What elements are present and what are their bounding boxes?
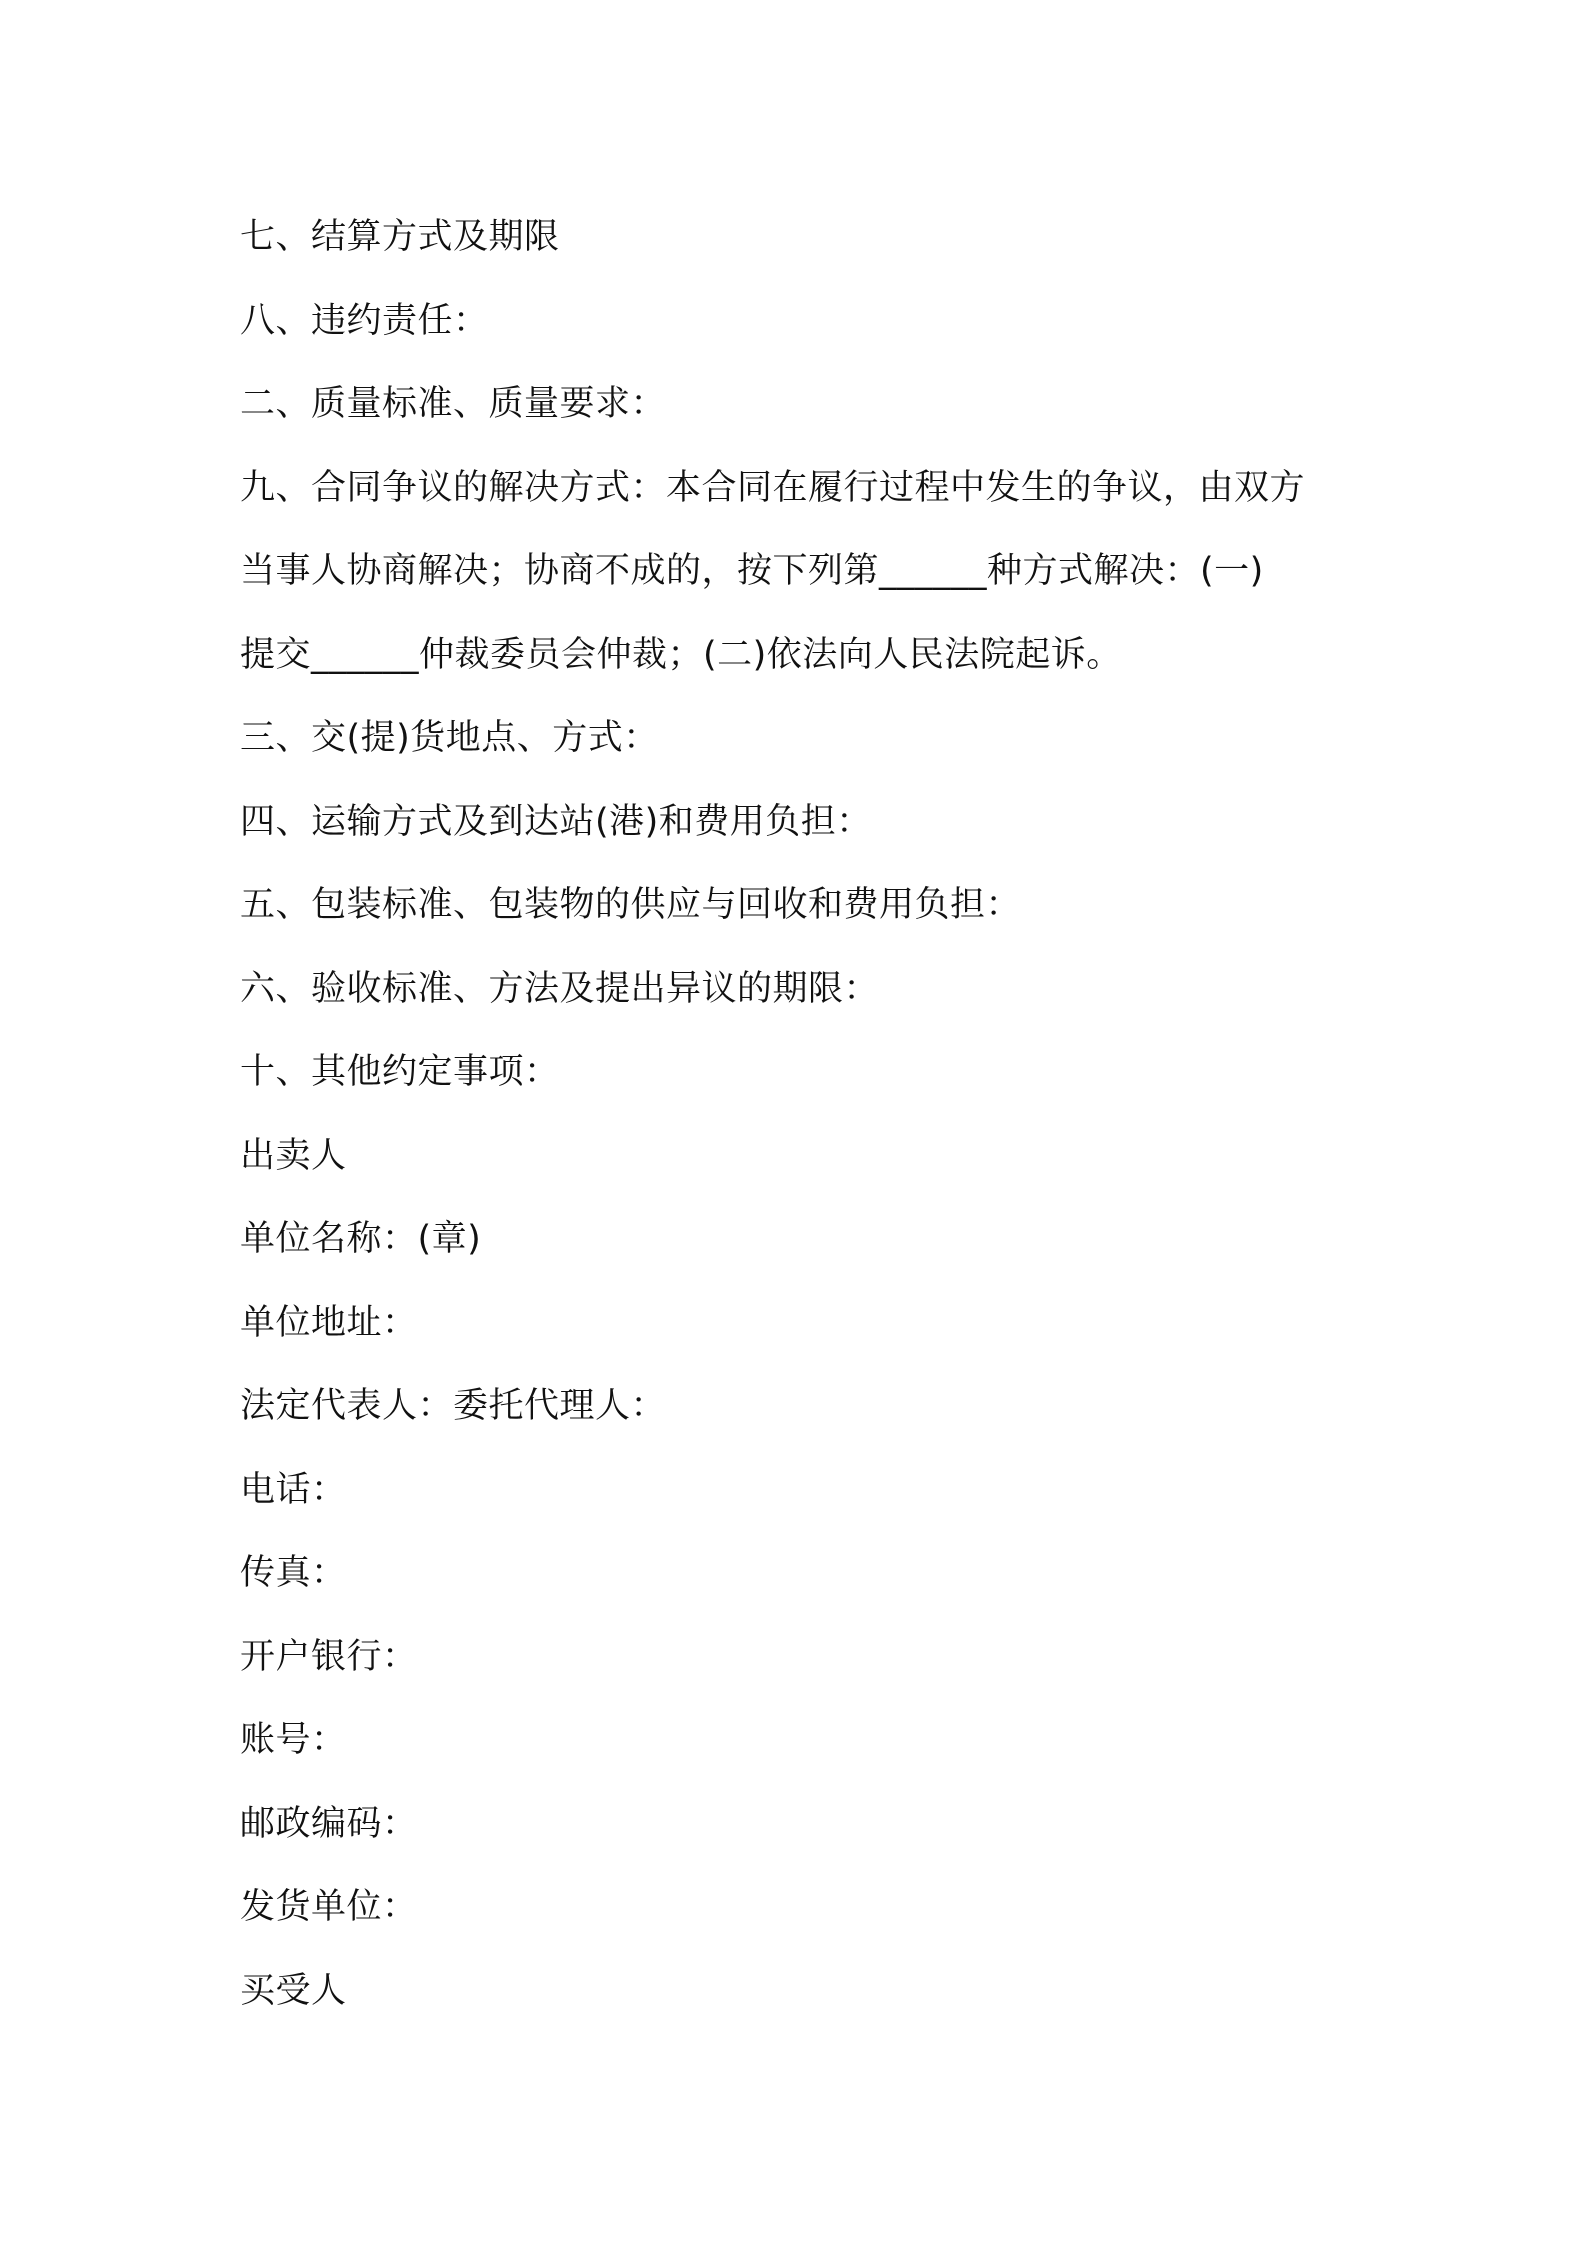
clause-other-matters: 十、其他约定事项： [240,1052,560,1092]
seller-phone: 电话： [240,1469,347,1510]
clause-dispute-resolution-line-1: 九、合同争议的解决方式：本合同在履行过程中发生的争议，由双方 [240,467,1306,508]
clause-dispute-resolution-line-2: 当事人协商解决；协商不成的，按下列第______种方式解决：(一) [240,551,1264,591]
clause-liability-for-breach: 八、违约责任： [240,300,489,341]
clause-dispute-resolution-line-3: 提交______仲裁委员会仲裁；(二)依法向人民法院起诉。 [240,634,1122,675]
seller-heading: 出卖人 [240,1135,347,1176]
clause-delivery-location: 三、交(提)货地点、方式： [240,718,659,758]
contract-text-body [240,196,1370,2033]
clause-packaging-standard: 五、包装标准、包装物的供应与回收和费用负担： [240,885,1022,925]
seller-legal-representative: 法定代表人：委托代理人： [240,1386,667,1426]
seller-unit-name: 单位名称：(章) [240,1219,482,1259]
clause-settlement-method: 七、结算方式及期限 [240,217,560,257]
seller-bank: 开户银行： [240,1636,418,1677]
buyer-heading: 买受人 [240,1970,347,2011]
clause-acceptance-standard: 六、验收标准、方法及提出异议的期限： [240,968,880,1009]
seller-account-number: 账号： [240,1720,347,1760]
seller-unit-address: 单位地址： [240,1302,418,1343]
seller-postal-code: 邮政编码： [240,1803,418,1844]
clause-quality-standard: 二、质量标准、质量要求： [240,384,667,424]
seller-shipping-unit: 发货单位： [240,1887,418,1927]
seller-fax: 传真： [240,1553,347,1593]
clause-transport-method: 四、运输方式及到达站(港)和费用负担： [240,801,872,842]
